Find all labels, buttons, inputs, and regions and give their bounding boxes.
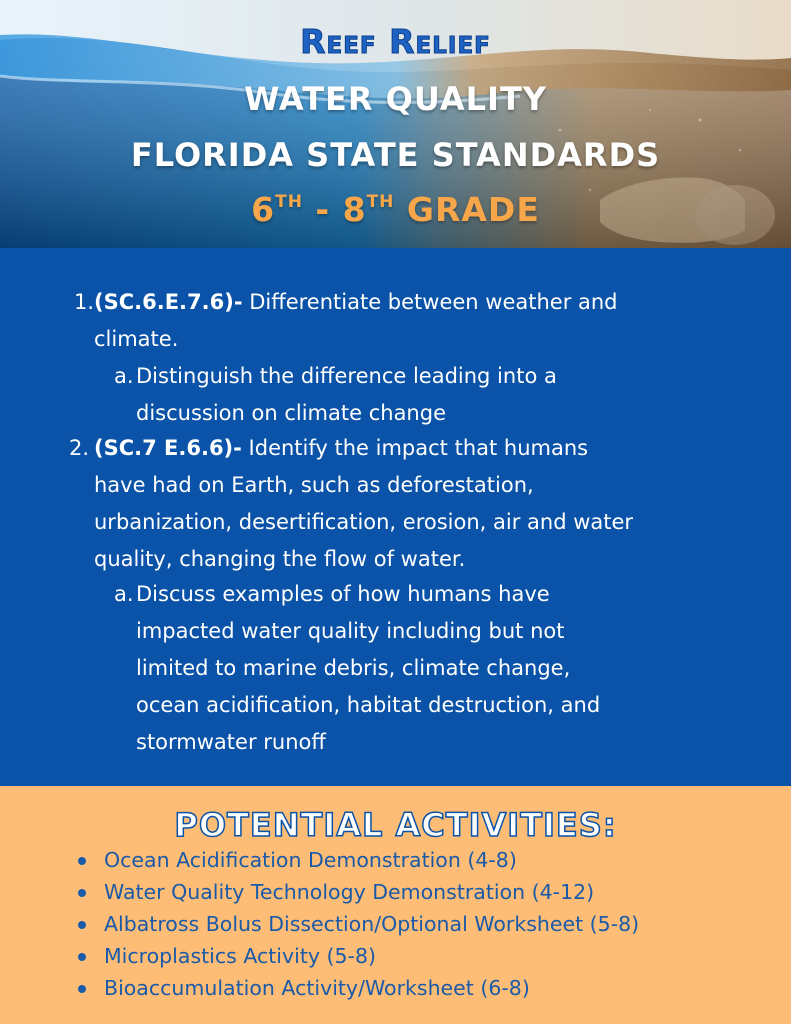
bullet-icon <box>78 921 86 929</box>
sub-item-line: impacted water quality including but not <box>136 619 565 643</box>
activity-label: Microplastics Activity (5-8) <box>104 944 376 968</box>
activity-label: Albatross Bolus Dissection/Optional Worksheet (5-8) <box>104 912 640 936</box>
standard-text: Identify the impact that humans <box>241 436 589 460</box>
standard-2-line2: have had on Earth, such as deforestation, <box>94 473 534 497</box>
title-water-quality: WATER QUALITY <box>244 80 547 118</box>
standard-1-line1 <box>94 284 618 321</box>
activities-section <box>0 786 791 1024</box>
bullet-icon <box>78 857 86 865</box>
sub-item-line: Distinguish the difference leading into a <box>136 364 557 388</box>
sub-item-line: limited to marine debris, climate change, <box>136 656 571 680</box>
standard-2-line1 <box>94 430 588 467</box>
standard-2-line4: quality, changing the flow of water. <box>94 547 466 571</box>
activity-label: Water Quality Technology Demonstration (4-12) <box>104 880 595 904</box>
grade-from: 6 <box>251 190 276 229</box>
standard-1-line2: climate. <box>94 327 179 351</box>
standard-number: 1. <box>74 290 95 314</box>
sub-item-line: ocean acidification, habitat destruction, and <box>136 693 601 717</box>
brand-logo-text: Reef Relief <box>300 22 491 61</box>
sub-item-letter: a. <box>114 582 134 606</box>
sub-item-letter: a. <box>114 364 134 388</box>
grade-to-suffix: TH <box>366 192 395 212</box>
standard-text: Differentiate between weather and <box>242 290 618 314</box>
standards-section <box>0 248 791 786</box>
grade-range <box>0 190 791 229</box>
activity-label: Ocean Acidification Demonstration (4-8) <box>104 848 517 872</box>
sub-item-line: discussion on climate change <box>136 401 446 425</box>
grade-from-suffix: TH <box>275 192 303 212</box>
bullet-icon <box>78 953 86 961</box>
bullet-icon <box>78 985 86 993</box>
sub-item-line: Discuss examples of how humans have <box>136 582 550 606</box>
sub-item-line: stormwater runoff <box>136 730 326 754</box>
activities-title: POTENTIAL ACTIVITIES: <box>174 806 617 844</box>
grade-to: 8 <box>342 190 367 229</box>
grade-word: GRADE <box>394 190 540 229</box>
activity-label: Bioaccumulation Activity/Worksheet (6-8) <box>104 976 530 1000</box>
standard-2-line3: urbanization, desertification, erosion, air and water <box>94 510 634 534</box>
grade-separator: - <box>302 190 343 229</box>
standard-code: (SC.7 E.6.6)- <box>94 436 242 460</box>
bullet-icon <box>78 889 86 897</box>
standard-code: (SC.6.E.7.6)- <box>94 290 243 314</box>
header-banner <box>0 0 791 248</box>
title-florida-standards: FLORIDA STATE STANDARDS <box>130 136 661 174</box>
standard-number: 2. <box>69 436 90 460</box>
